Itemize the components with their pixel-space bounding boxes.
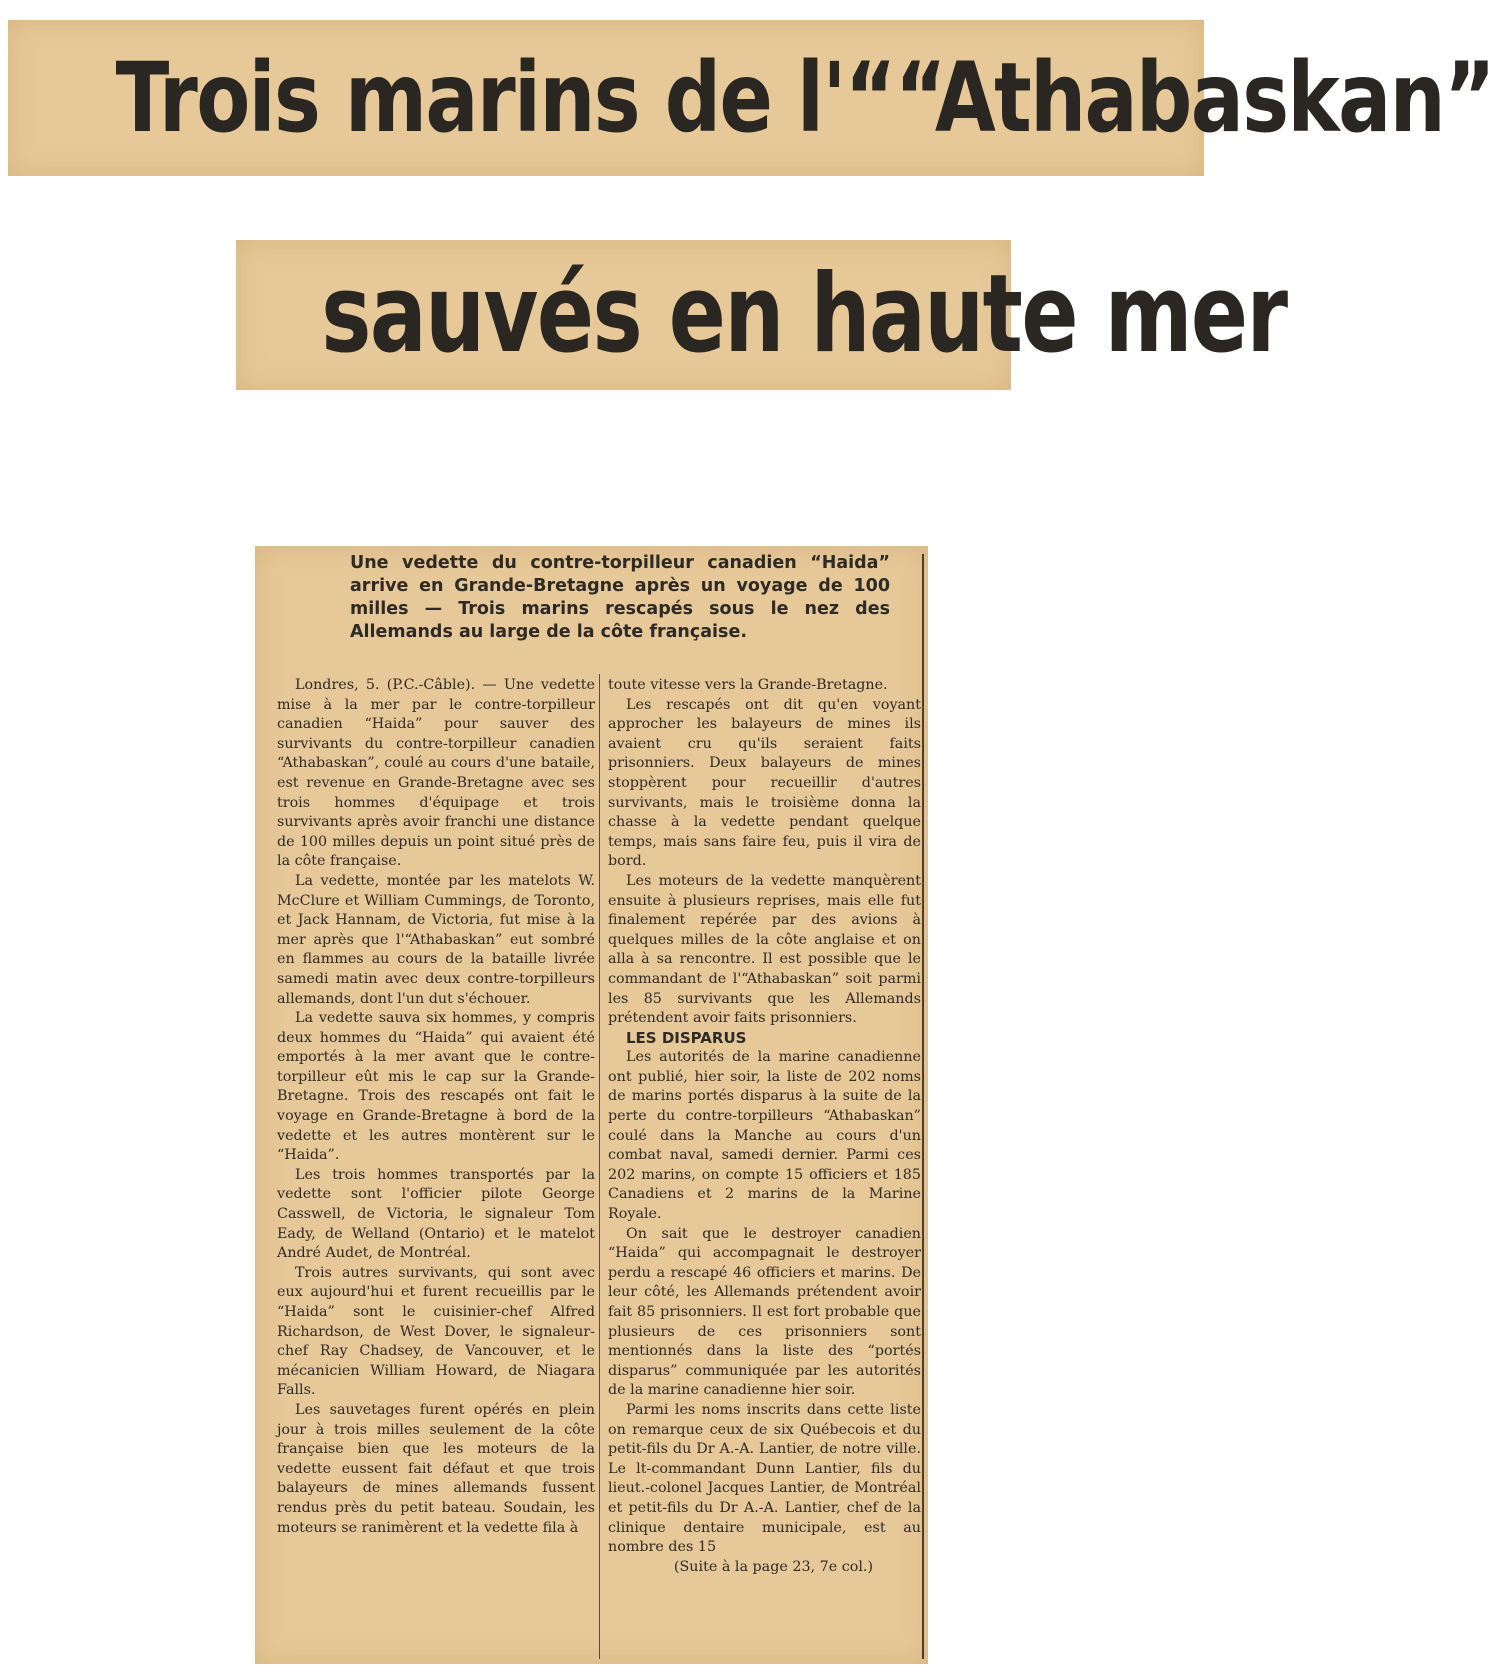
right-edge-rule (922, 554, 924, 1659)
headline-clipping-1 (8, 20, 1494, 176)
paragraph: On sait que le destroyer canadien “Haida” qui accompagnait le destroyer perdu a rescapé 46 officiers et marins. De leur côté, les Allemands prétendent avoir fait 85 prisonniers. Il est fort probable que plusieurs de ces prisonniers sont mentionnés dans la liste des “portés disparus” communiquée par les autorités de la marine canadienne hier soir. (608, 1225, 921, 1399)
article-column-right (608, 676, 921, 1577)
paragraph: La vedette sauva six hommes, y compris deux hommes du “Haida” qui avaient été emportés à la mer avant que le contre-torpilleur eût mis le cap sur la Grande-Bretagne. Trois des rescapés ont fait le voyage en Grande-Bretagne à bord de la vedette et les autres montèrent sur le “Haida”. (277, 1010, 595, 1164)
paragraph: Les trois hommes transportés par la vedette sont l'officier pilote George Casswell, de Victoria, le signaleur Tom Eady, de Welland (Ontario) et le matelot André Audet, de Montréal. (277, 1166, 595, 1262)
paragraph: La vedette, montée par les matelots W. McClure et William Cummings, de Toronto, et Jack Hannam, de Victoria, fut mise à la mer après que l'“Athabaskan” eut sombré en flammes au cours de la bataille livrée samedi matin avec deux contre-torpilleurs allemands, dont l'un dut s'échouer. (277, 872, 595, 1007)
paragraph: Les moteurs de la vedette manquèrent ensuite à plusieurs reprises, mais elle fut finalement repérée par des avions à quelques milles de la côte anglaise et on alla à sa rencontre. Il est possible que le commandant de l'“Athabaskan” soit parmi les 85 survivants que les Allemands prétendent avoir faits prisonniers. (608, 872, 921, 1027)
paragraph: Londres, 5. (P.C.-Câble). — Une vedette mise à la mer par le contre-torpilleur canadien “Haida” pour sauver des survivants du contre-torpilleur canadien “Athabaskan”, coulé au cours d'une bataile, est revenue en Grande-Bretagne avec ses trois hommes d'équipage et trois survivants après avoir franchi une distance de 100 milles depuis un point situé près de la côte française. (277, 677, 595, 870)
paragraph: Les sauvetages furent opérés en plein jour à trois milles seulement de la côte française bien que les moteurs de la vedette eussent fait défaut et que trois balayeurs de mines allemands fussent rendus près du petit bateau. Soudain, les moteurs se ranimèrent et la vedette fila à (277, 1401, 595, 1536)
paragraph: Parmi les noms inscrits dans cette liste on remarque ceux de six Québecois et du petit-fils du Dr A.-A. Lantier, de notre ville. Le lt-commandant Dunn Lantier, fils du lieut.-colonel Jacques Lantier, de Montréal et petit-fils du Dr A.-A. Lantier, chef de la clinique dentaire municipale, est au nombre des 15 (608, 1401, 921, 1556)
article-column-left (277, 676, 595, 1538)
section-subhead: LES DISPARUS (626, 1028, 747, 1047)
paragraph: Les autorités de la marine canadienne ont publié, hier soir, la liste de 202 noms de marins portés disparus à la suite de la perte du contre-torpilleurs “Athabaskan” coulé dans la Manche au cours d'un combat naval, samedi dernier. Parmi ces 202 marins, on compte 15 officiers et 185 Canadiens et 2 marins de la Marine Royale. (608, 1049, 921, 1223)
article-clipping (255, 546, 928, 1664)
headline-line-1: Trois marins de l'““Athabaskan” (115, 42, 1494, 154)
article-deck: Une vedette du contre-torpilleur canadien “Haida” arrive en Grande-Bretagne après un voyage de 100 milles — Trois marins rescapés sous le nez des Allemands au large de la côte française. (350, 553, 890, 642)
column-divider (599, 674, 600, 1659)
continuation-note: (Suite à la page 23, 7e col.) (673, 1558, 874, 1575)
headline-line-2: sauvés en haute mer (321, 252, 1287, 377)
paragraph: toute vitesse vers la Grande-Bretagne. (608, 677, 888, 693)
paragraph: Trois autres survivants, qui sont avec eux aujourd'hui et furent recueillis par le “Haida” sont le cuisinier-chef Alfred Richardson, de West Dover, le signaleur-chef Ray Chadsey, de Vancouver, et le mécanicien William Howard, de Niagara Falls. (277, 1264, 595, 1399)
paragraph: Les rescapés ont dit qu'en voyant approcher les balayeurs de mines ils avaient cru qu'ils seraient faits prisonniers. Deux balayeurs de mines stoppèrent pour recueillir d'autres survivants, mais le troisième donna la chasse à la vedette pendant quelque temps, mais sans faire feu, puis il vira de bord. (608, 696, 921, 870)
headline-clipping-2 (236, 240, 1287, 390)
